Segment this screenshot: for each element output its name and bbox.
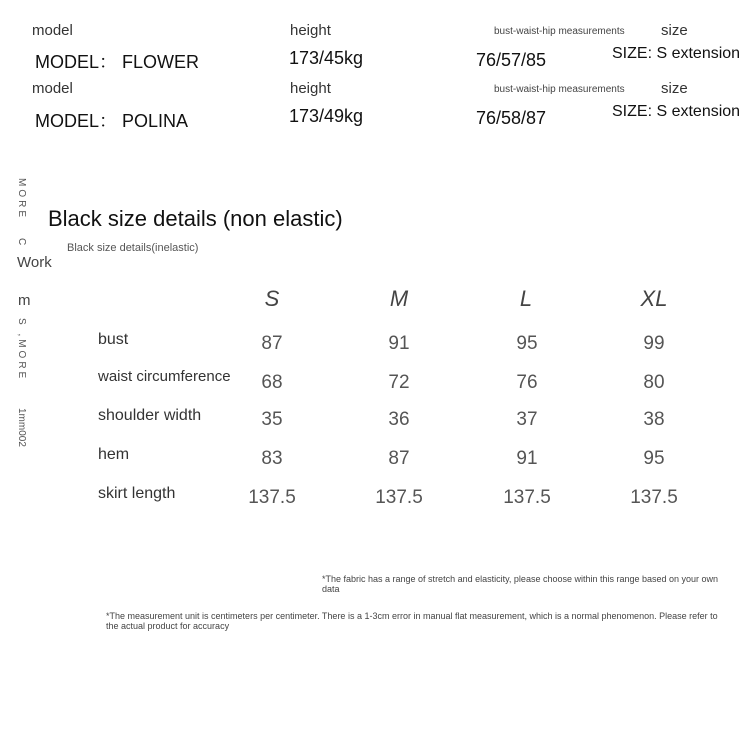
model-2-height-label: height xyxy=(290,80,331,97)
cell-waist-xl: 80 xyxy=(643,372,665,393)
side-text-c: C xyxy=(16,238,27,246)
row-label-hem: hem xyxy=(98,446,130,463)
model-1-size-label: size xyxy=(661,22,688,39)
cell-bust-s: 87 xyxy=(261,333,283,354)
cell-waist-m: 72 xyxy=(388,372,410,393)
cell-shoulder-m: 36 xyxy=(388,409,410,430)
model-2-label: model xyxy=(32,80,73,97)
cell-bust-l: 95 xyxy=(516,333,538,354)
cell-hem-xl: 95 xyxy=(643,448,665,469)
row-label-bust: bust xyxy=(98,331,129,348)
model-2-size-label: size xyxy=(661,80,688,97)
model-2-bwh-label: bust-waist-hip measurements xyxy=(494,84,625,95)
size-header-s: S xyxy=(264,286,280,311)
cell-bust-xl: 99 xyxy=(643,333,665,354)
size-table-title: Black size details (non elastic) xyxy=(48,206,343,231)
cell-skirt-s: 137.5 xyxy=(248,487,296,508)
row-label-shoulder: shoulder width xyxy=(98,407,202,424)
side-text-smore: S ,MORE xyxy=(16,318,27,382)
cell-waist-s: 68 xyxy=(261,372,283,393)
model-1-bwh-label: bust-waist-hip measurements xyxy=(494,26,625,37)
cell-skirt-m: 137.5 xyxy=(375,487,423,508)
row-label-waist: waist circumference xyxy=(98,368,231,385)
measurement-note: *The measurement unit is centimeters per centimeter. There is a 1-3cm error in manual flat measurement, which is a normal phenomenon. Please refer to the actual product for accuracy xyxy=(106,611,718,631)
size-header-xl: XL xyxy=(640,286,668,311)
model-1-height-label: height xyxy=(290,22,331,39)
cell-shoulder-l: 37 xyxy=(516,409,538,430)
cell-skirt-xl: 137.5 xyxy=(630,487,678,508)
size-table-subtitle: Black size details(inelastic) xyxy=(67,242,199,254)
row-label-skirt-length: skirt length xyxy=(98,485,176,502)
model-1-label: model xyxy=(32,22,73,39)
size-header-m: M xyxy=(389,286,409,311)
cell-hem-m: 87 xyxy=(388,448,410,469)
model-1-bwh-value: 76/57/85 xyxy=(476,50,547,70)
model-2-size-value: SIZE: S extension xyxy=(612,103,741,120)
cell-waist-l: 76 xyxy=(516,372,538,393)
model-2-bwh-value: 76/58/87 xyxy=(476,108,547,128)
model-2-height-value: 173/49kg xyxy=(289,106,364,126)
side-text-more: MORE xyxy=(16,178,27,220)
model-1-name: MODEL： FLOWER xyxy=(35,52,200,72)
side-text-code: 1mm002 xyxy=(16,408,27,447)
side-text-work: Work xyxy=(17,254,52,271)
cell-shoulder-s: 35 xyxy=(261,409,283,430)
cell-skirt-l: 137.5 xyxy=(503,487,551,508)
model-1-height-value: 173/45kg xyxy=(289,48,364,68)
fabric-note: *The fabric has a range of stretch and elasticity, please choose within this range based on your own data xyxy=(322,574,719,594)
cell-hem-l: 91 xyxy=(516,448,538,469)
cell-bust-m: 91 xyxy=(388,333,410,354)
cell-shoulder-xl: 38 xyxy=(643,409,665,430)
side-text-m: m xyxy=(18,292,31,309)
size-header-l: L xyxy=(519,286,533,311)
model-2-name: MODEL： POLINA xyxy=(35,111,189,131)
model-1-size-value: SIZE: S extension xyxy=(612,45,741,62)
cell-hem-s: 83 xyxy=(261,448,283,469)
